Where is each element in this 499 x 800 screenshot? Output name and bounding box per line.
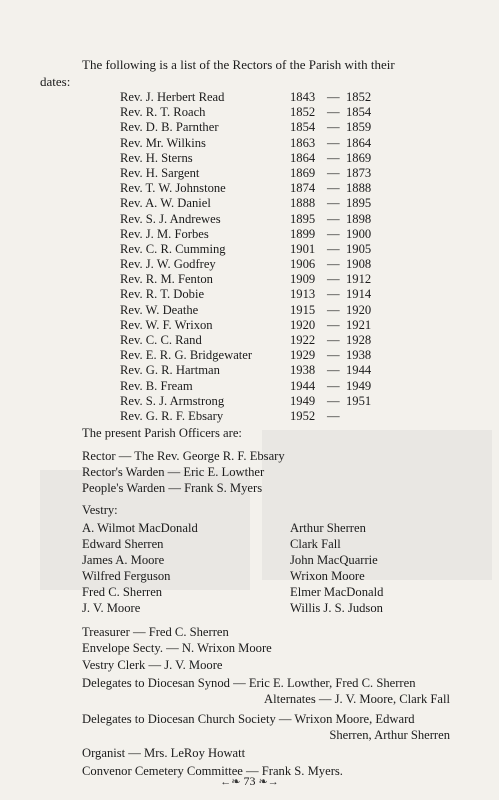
rector-row (120, 181, 420, 196)
rector-end-year: 1951 (346, 393, 372, 408)
rector-end-year: 1938 (346, 348, 372, 363)
rector-end-year: 1908 (346, 257, 372, 272)
rector-name: Rev. J. W. Godfrey (120, 257, 216, 272)
rector-name: Rev. R. M. Fenton (120, 272, 213, 287)
vestry-member: Fred C. Sherren (82, 585, 163, 599)
rector-row (120, 257, 420, 272)
vestry-member: James A. Moore (82, 553, 165, 567)
rector-end-year: 1921 (346, 317, 372, 332)
rector-dash: — (327, 302, 340, 317)
rector-dash: — (327, 287, 340, 302)
vestry-member: Edward Sherren (82, 537, 164, 551)
rector-end-year: 1898 (346, 211, 372, 226)
rector-dash: — (327, 241, 340, 256)
rector-dash: — (327, 348, 340, 363)
treasurer-line: Treasurer — Fred C. Sherren (82, 625, 229, 639)
ornament-left-icon: ←❧ (220, 776, 241, 788)
rector-row (120, 196, 420, 211)
rector-start-year: 1944 (290, 378, 316, 393)
rector-row (120, 227, 420, 242)
page-number: 73 (243, 774, 256, 788)
rector-end-year: 1854 (346, 105, 372, 120)
rector-name: Rev. D. B. Parnther (120, 120, 219, 135)
rector-row (120, 242, 420, 257)
intro-line: The following is a list of the Rectors of the Parish with their (82, 57, 395, 72)
rector-end-year: 1888 (346, 181, 372, 196)
ornament-right-icon: ❧→ (258, 776, 279, 788)
rector-name: Rev. J. Herbert Read (120, 90, 225, 104)
rector-start-year: 1863 (290, 135, 316, 150)
rector-dash: — (327, 105, 340, 120)
rector-row (120, 212, 420, 227)
rector-name: Rev. R. T. Dobie (120, 287, 205, 302)
rector-row (120, 409, 420, 424)
rector-start-year: 1888 (290, 196, 316, 211)
rector-row (120, 166, 420, 181)
synod-alternates-line: Alternates — J. V. Moore, Clark Fall (264, 692, 450, 706)
rectors-list (120, 90, 420, 424)
rector-end-year: 1852 (346, 90, 372, 104)
vestry-member: Arthur Sherren (290, 521, 366, 535)
rector-name: Rev. R. T. Roach (120, 105, 206, 120)
rector-dash: — (327, 257, 340, 272)
vestry-member: John MacQuarrie (290, 553, 378, 567)
rector-dash: — (327, 272, 340, 287)
rector-start-year: 1864 (290, 150, 316, 165)
vestry-member: Wilfred Ferguson (82, 569, 171, 583)
rector-end-year: 1944 (346, 363, 372, 378)
rector-dash: — (327, 181, 340, 196)
convenor-line: Convenor Cemetery Committee — Frank S. Myers. (82, 764, 343, 778)
rector-name: Rev. W. Deathe (120, 302, 199, 317)
rector-row (120, 333, 420, 348)
rector-dash: — (327, 150, 340, 165)
rector-row (120, 363, 420, 378)
rector-end-year: 1869 (346, 150, 372, 165)
rector-dash: — (327, 333, 340, 347)
rector-row (120, 348, 420, 363)
rector-start-year: 1915 (290, 302, 316, 317)
rector-name: Rev. E. R. G. Bridgewater (120, 348, 253, 363)
rector-dash: — (327, 317, 340, 332)
rector-start-year: 1854 (290, 120, 316, 135)
rector-row (120, 303, 420, 318)
rector-name: Rev. T. W. Johnstone (120, 181, 226, 196)
rector-start-year: 1938 (290, 363, 316, 378)
rector-start-year: 1852 (290, 105, 316, 120)
rector-name: Rev. W. F. Wrixon (120, 317, 213, 332)
rector-end-year: 1928 (346, 333, 372, 347)
rector-end-year: 1873 (346, 165, 372, 180)
synod-delegates-line: Delegates to Diocesan Synod — Eric E. Lowther, Fred C. Sherren (82, 676, 416, 690)
rector-name: Rev. H. Sterns (120, 150, 193, 165)
rector-end-year: 1859 (346, 120, 372, 135)
rector-end-year: 1900 (346, 226, 372, 241)
rector-end-year: 1864 (346, 135, 372, 150)
vestry-clerk-line: Vestry Clerk — J. V. Moore (82, 658, 223, 672)
officers-heading: The present Parish Officers are: (82, 426, 242, 440)
rector-dash: — (327, 408, 340, 423)
rector-dash: — (327, 90, 340, 104)
rector-end-year: 1895 (346, 196, 372, 211)
rector-dash: — (327, 196, 340, 211)
rector-dash: — (327, 226, 340, 241)
rector-start-year: 1909 (290, 272, 316, 287)
rector-name: Rev. G. R. Hartman (120, 363, 220, 378)
rector-end-year: 1905 (346, 241, 372, 256)
rector-row (120, 151, 420, 166)
rector-start-year: 1901 (290, 241, 316, 256)
rector-start-year: 1843 (290, 90, 316, 104)
vestry-member: Willis J. S. Judson (290, 601, 383, 615)
envelope-secretary-line: Envelope Secty. — N. Wrixon Moore (82, 641, 272, 655)
rector-end-year: 1912 (346, 272, 372, 287)
rector-start-year: 1920 (290, 317, 316, 332)
organist-line: Organist — Mrs. LeRoy Howatt (82, 746, 246, 760)
rector-name: Rev. H. Sargent (120, 165, 200, 180)
rectors-warden-line: Rector's Warden — Eric E. Lowther (82, 465, 265, 479)
rector-dash: — (327, 211, 340, 226)
vestry-member: Wrixon Moore (290, 569, 365, 583)
church-society-delegates-line: Delegates to Diocesan Church Society — Wrixon Moore, Edward (82, 712, 415, 726)
rector-row (120, 120, 420, 135)
vestry-member: Clark Fall (290, 537, 341, 551)
rector-name: Rev. A. W. Daniel (120, 196, 211, 211)
peoples-warden-line: People's Warden — Frank S. Myers (82, 481, 263, 495)
rector-end-year: 1914 (346, 287, 372, 302)
page-footer (0, 774, 499, 789)
rector-start-year: 1949 (290, 393, 316, 408)
rector-row (120, 318, 420, 333)
rector-start-year: 1906 (290, 257, 316, 272)
rector-name: Rev. Mr. Wilkins (120, 135, 206, 150)
rector-row (120, 394, 420, 409)
rector-dash: — (327, 378, 340, 393)
vestry-member: A. Wilmot MacDonald (82, 521, 198, 535)
rector-start-year: 1913 (290, 287, 316, 302)
rector-start-year: 1895 (290, 211, 316, 226)
intro-line-continued: dates: (40, 74, 71, 89)
rector-row (120, 105, 420, 120)
rector-start-year: 1869 (290, 165, 316, 180)
rector-name: Rev. J. M. Forbes (120, 226, 209, 241)
rector-end-year: 1920 (346, 302, 372, 317)
rector-name: Rev. B. Fream (120, 378, 193, 393)
church-society-delegates-continued: Sherren, Arthur Sherren (329, 728, 450, 742)
rector-row (120, 90, 420, 105)
rector-name: Rev. C. C. Rand (120, 333, 202, 347)
rector-start-year: 1952 (290, 408, 316, 423)
rector-end-year: 1949 (346, 378, 372, 393)
rector-dash: — (327, 393, 340, 408)
vestry-member: J. V. Moore (82, 601, 141, 615)
rector-row (120, 287, 420, 302)
rector-line: Rector — The Rev. George R. F. Ebsary (82, 449, 285, 463)
vestry-heading: Vestry: (82, 503, 118, 517)
rector-start-year: 1929 (290, 348, 316, 363)
rector-row (120, 272, 420, 287)
rector-row (120, 136, 420, 151)
rector-dash: — (327, 135, 340, 150)
rector-dash: — (327, 363, 340, 378)
rector-dash: — (327, 165, 340, 180)
rector-name: Rev. C. R. Cumming (120, 241, 226, 256)
rector-start-year: 1874 (290, 181, 316, 196)
rector-start-year: 1899 (290, 226, 316, 241)
vestry-member: Elmer MacDonald (290, 585, 384, 599)
rector-name: Rev. G. R. F. Ebsary (120, 408, 224, 423)
rector-row (120, 379, 420, 394)
rector-dash: — (327, 120, 340, 135)
rector-start-year: 1922 (290, 333, 316, 347)
rector-name: Rev. S. J. Armstrong (120, 393, 225, 408)
rector-name: Rev. S. J. Andrewes (120, 211, 221, 226)
